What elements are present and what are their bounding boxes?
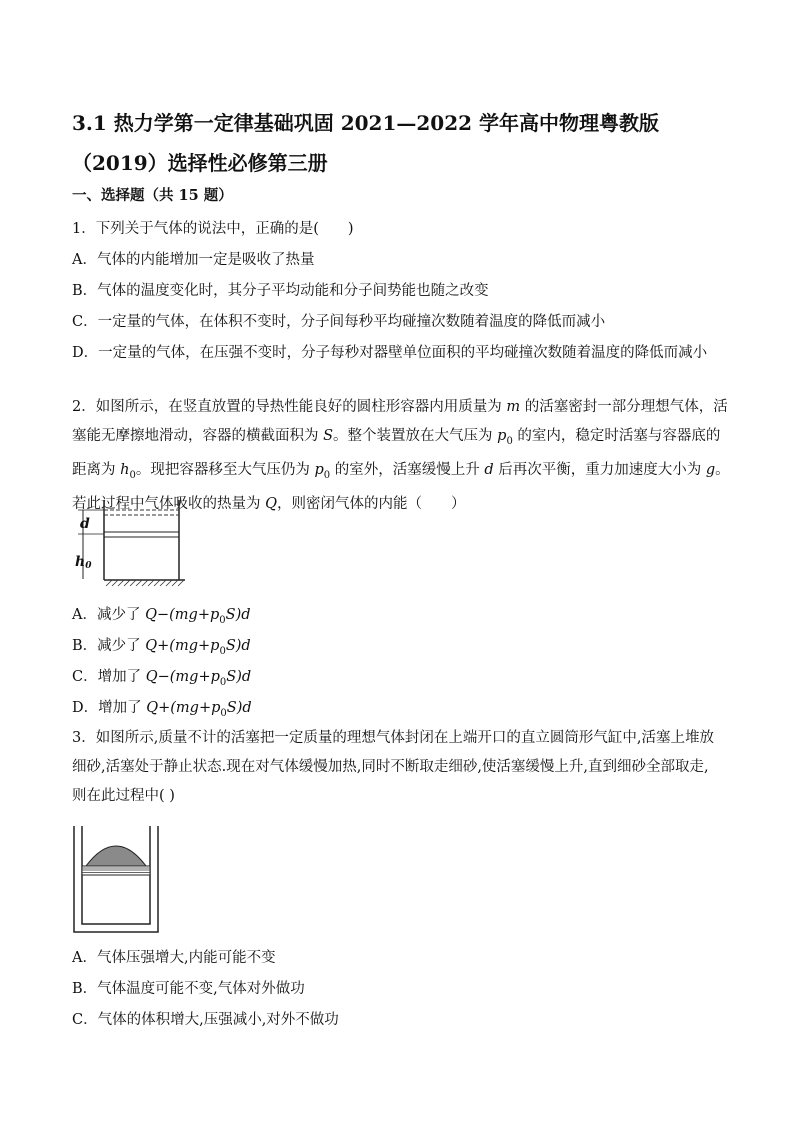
q2-figure: [70, 497, 200, 592]
q1-option-c: C．一定量的气体，在体积不变时，分子间每秒平均碰撞次数随着温度的降低而减小: [72, 314, 606, 330]
q2-stem: 2．如图所示，在竖直放置的导热性能良好的圆柱形容器内用质量为 m 的活塞密封一部分理想气体，活塞能无摩擦地滑动，容器的横截面积为 S。整个装置放在大气压为 $p_0$ 的室内，稳定时活塞与容器底的距离为 $h_0$。现把容器移至大气压仍为 $p_0$ 的室外，活塞缓慢上升 d 后再次平衡，重力加速度大小为 g。若此过程中气体吸收的热量为 Q，则密闭气体的内能（ ）: [72, 399, 730, 512]
q3-figure: [72, 822, 162, 934]
svg-text:h0: [75, 554, 92, 571]
q3-option-a: A．气体压强增大,内能可能不变: [72, 950, 276, 966]
q1-option-b: B．气体的温度变化时，其分子平均动能和分子间势能也随之改变: [72, 283, 489, 299]
section-heading: 一、选择题（共 15 题）: [72, 187, 233, 204]
q2-figure-label-h0-sub: 0: [85, 561, 92, 571]
q2-option-a: A．减少了 $Q-(mg+p_0S)d$: [72, 607, 251, 626]
document-title: 3.1 热力学第一定律基础巩固 2021—2022 学年高中物理粤教版（2019）选择性必修第三册: [72, 111, 660, 175]
q2-figure-label-h0: h: [75, 554, 86, 570]
q3-option-c: C．气体的体积增大,压强减小,对外不做功: [72, 1012, 339, 1028]
q3-option-b: B．气体温度可能不变,气体对外做功: [72, 981, 305, 997]
q1-option-d: D．一定量的气体，在压强不变时，分子每秒对器壁单位面积的平均碰撞次数随着温度的降低而减小: [72, 345, 708, 361]
q2-option-c: C．增加了 $Q-(mg+p_0S)d$: [72, 669, 252, 688]
q1-stem: 1．下列关于气体的说法中，正确的是( ): [72, 221, 354, 237]
q2-option-b: B．减少了 $Q+(mg+p_0S)d$: [72, 638, 251, 657]
q2-option-d: D．增加了 $Q+(mg+p_0S)d$: [72, 700, 252, 719]
q1-option-a: A．气体的内能增加一定是吸收了热量: [72, 252, 315, 268]
q3-stem: 3．如图所示,质量不计的活塞把一定质量的理想气体封闭在上端开口的直立圆筒形气缸中,活塞上堆放细砂,活塞处于静止状态.现在对气体缓慢加热,同时不断取走细砂,使活塞缓慢上升,直到细砂全部取走,则在此过程中( ): [72, 730, 714, 804]
q2-figure-label-d: d: [80, 516, 90, 532]
